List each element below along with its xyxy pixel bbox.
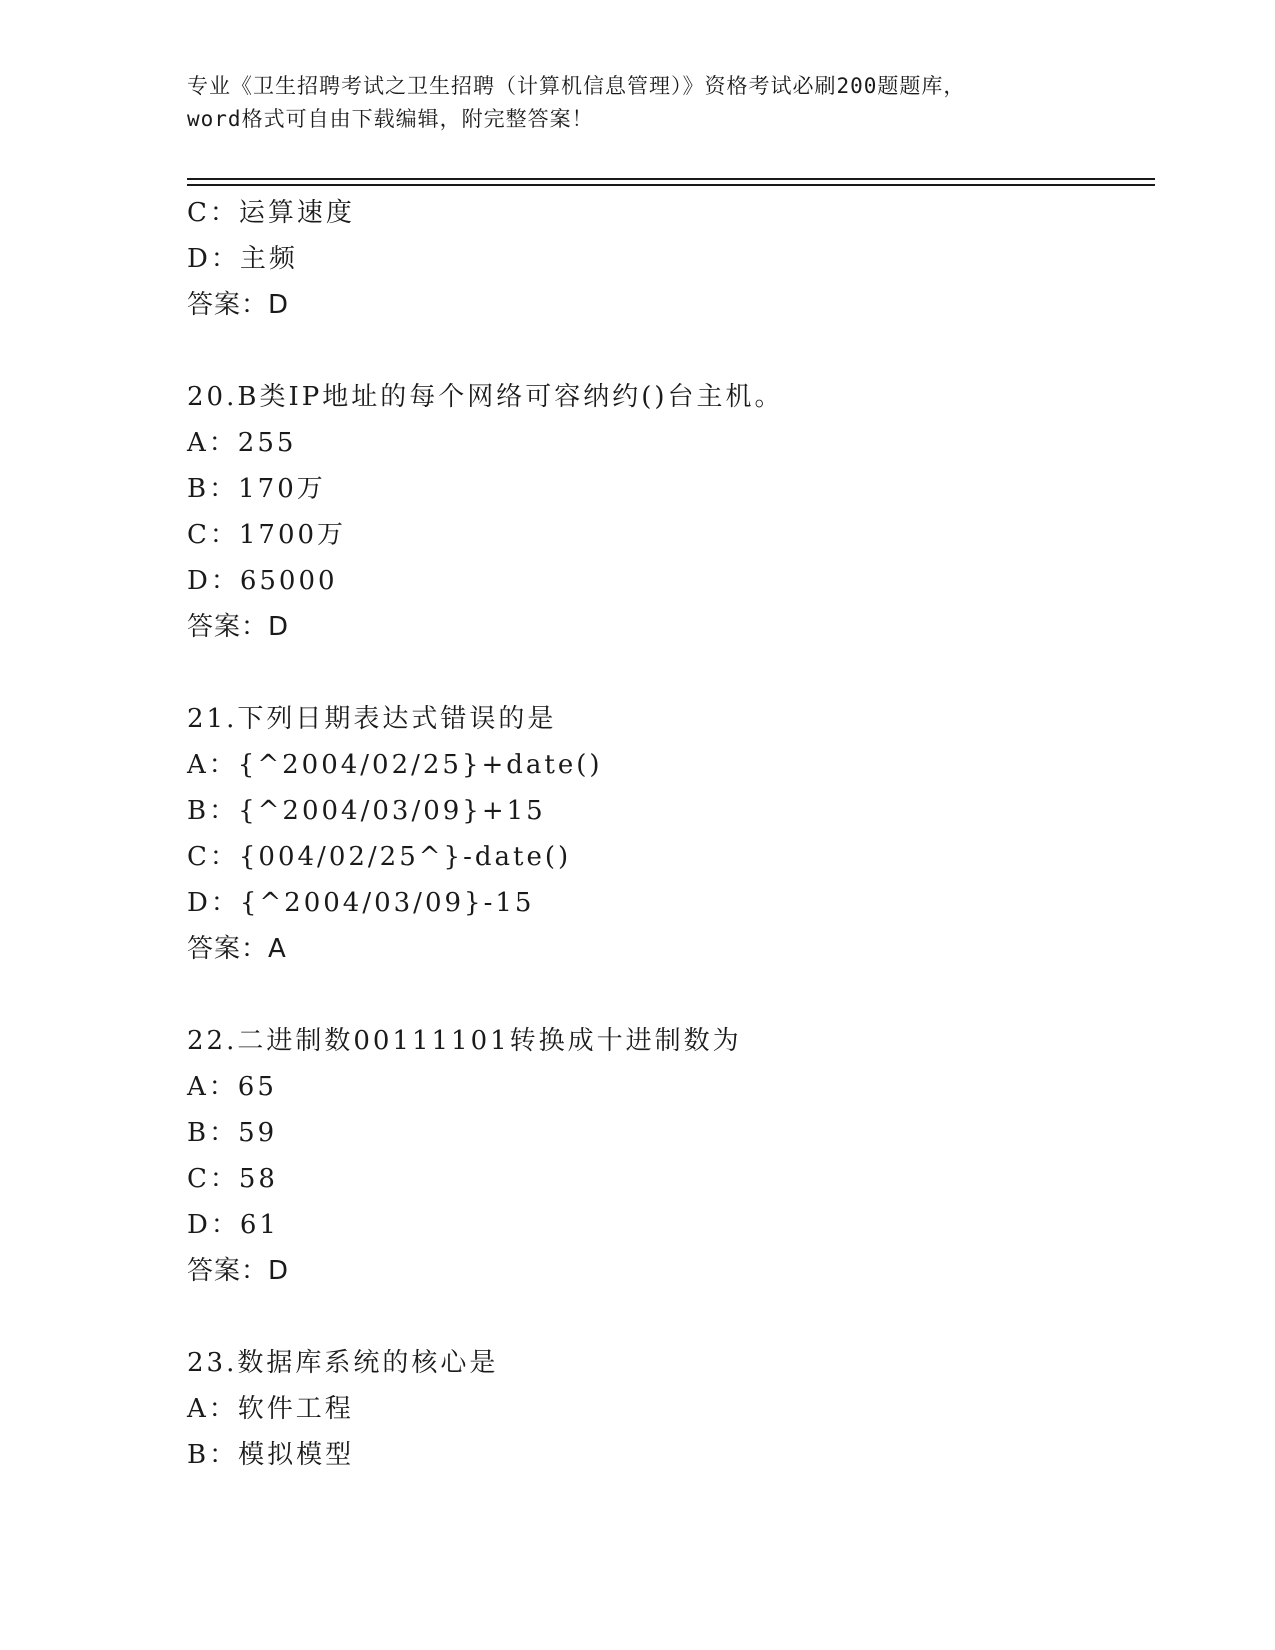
document-header (187, 70, 1087, 136)
spacer (187, 650, 1147, 696)
option-d: D：主频 (187, 244, 298, 274)
question-stem: 21.下列日期表达式错误的是 (187, 704, 557, 734)
header-divider-top (187, 178, 1155, 180)
option-c: C：运算速度 (187, 198, 355, 228)
option-d: D：65000 (187, 566, 338, 596)
question-stem: 23.数据库系统的核心是 (187, 1348, 499, 1378)
answer: 答案：D (187, 290, 290, 320)
option-b: B：{^2004/03/09}+15 (187, 796, 546, 826)
spacer (187, 972, 1147, 1018)
option-c: C：{004/02/25^}-date() (187, 842, 572, 872)
question-23 (187, 1340, 1147, 1478)
question-20 (187, 374, 1147, 650)
question-list (187, 190, 1147, 1478)
header-title-line-1: 专业《卫生招聘考试之卫生招聘（计算机信息管理）》资格考试必刷200题题库， (187, 74, 966, 98)
question-stem: 22.二进制数00111101转换成十进制数为 (187, 1026, 742, 1056)
option-c: C：1700万 (187, 520, 347, 550)
question-stem: 20.B类IP地址的每个网络可容纳约()台主机。 (187, 382, 784, 412)
option-c: C：58 (187, 1164, 278, 1194)
header-divider-bottom (187, 184, 1155, 186)
header-title-line-2: word格式可自由下载编辑，附完整答案！ (187, 107, 594, 131)
option-b: B：模拟模型 (187, 1440, 355, 1470)
answer: 答案：D (187, 1256, 290, 1286)
answer: 答案：D (187, 612, 290, 642)
question-22 (187, 1018, 1147, 1294)
option-a: A：软件工程 (187, 1394, 354, 1424)
option-b: B：59 (187, 1118, 278, 1148)
answer: 答案：A (187, 934, 287, 964)
question-19-continued (187, 190, 1147, 328)
question-21 (187, 696, 1147, 972)
spacer (187, 328, 1147, 374)
spacer (187, 1294, 1147, 1340)
option-d: D：61 (187, 1210, 279, 1240)
option-b: B：170万 (187, 474, 326, 504)
option-a: A：{^2004/02/25}+date() (187, 750, 603, 780)
option-a: A：65 (187, 1072, 277, 1102)
option-a: A：255 (187, 428, 297, 458)
option-d: D：{^2004/03/09}-15 (187, 888, 535, 918)
